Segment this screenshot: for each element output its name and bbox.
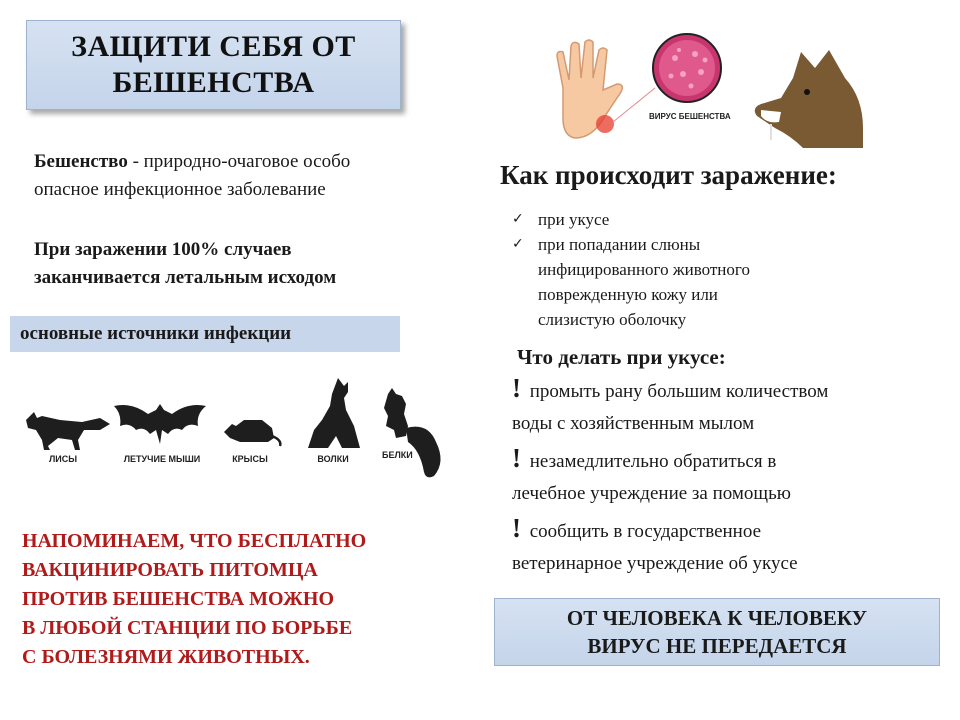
exclamation-icon: ! — [512, 373, 521, 403]
checkmark-icon: ✓ — [512, 211, 524, 227]
wolf-icon — [302, 376, 364, 452]
animal-label-rat: КРЫСЫ — [232, 454, 268, 464]
bite-actions-list — [512, 372, 932, 582]
warning-line-1: При заражении 100% случаев — [34, 239, 292, 260]
hand-icon — [557, 40, 622, 138]
list-item — [512, 207, 912, 232]
animal-label-wolf: ВОЛКИ — [317, 454, 349, 464]
definition-line-2: опасное инфекционное заболевание — [34, 179, 326, 200]
exclamation-icon: ! — [512, 443, 521, 473]
rat-icon — [220, 412, 286, 448]
list-item-text: инфицированного животного — [538, 260, 750, 279]
rabid-dog-icon — [755, 50, 863, 148]
no-human-transmission-box — [494, 598, 940, 666]
definition-text — [34, 148, 454, 204]
bite-actions-heading: Что делать при укусе: — [517, 345, 726, 369]
notice-line-1: ОТ ЧЕЛОВЕКА К ЧЕЛОВЕКУ — [566, 606, 868, 630]
list-item — [512, 442, 932, 510]
hand-virus-dog-graphic — [545, 28, 955, 148]
reminder-line: В ЛЮБОЙ СТАНЦИИ ПО БОРЬБЕ — [22, 617, 353, 639]
checkmark-icon: ✓ — [512, 236, 524, 252]
squirrel-icon — [380, 386, 452, 482]
animal-label-bat: ЛЕТУЧИЕ МЫШИ — [123, 454, 201, 464]
reminder-line: НАПОМИНАЕМ, ЧТО БЕСПЛАТНО — [22, 530, 367, 552]
list-item-text: слизистую оболочку — [538, 310, 687, 329]
step-text: ветеринарное учреждение об укусе — [512, 553, 798, 574]
fox-icon — [20, 400, 112, 452]
exclamation-icon: ! — [512, 513, 521, 543]
transmission-list — [512, 207, 912, 332]
mortality-warning — [34, 236, 454, 292]
title-banner — [26, 20, 401, 110]
reminder-line: С БОЛЕЗНЯМИ ЖИВОТНЫХ. — [22, 646, 310, 668]
warning-line-2: заканчивается летальным исходом — [34, 267, 337, 288]
reminder-line: ПРОТИВ БЕШЕНСТВА МОЖНО — [22, 588, 335, 610]
step-text: промыть рану большим количеством — [525, 381, 829, 402]
bat-icon — [112, 400, 208, 448]
step-text: воды с хозяйственным мылом — [512, 413, 755, 434]
step-text: сообщить в государственное — [525, 521, 761, 542]
sources-heading: основные источники инфекции — [20, 323, 292, 344]
animal-label-squirrel: БЕЛКИ — [382, 450, 413, 460]
sources-heading-band — [10, 316, 400, 352]
virus-icon — [613, 34, 721, 122]
virus-label: ВИРУС БЕШЕНСТВА — [649, 112, 731, 121]
animal-label-fox: ЛИСЫ — [48, 454, 78, 464]
definition-line-1: - природно-очаговое особо — [127, 151, 351, 172]
list-item — [512, 232, 912, 332]
transmission-heading: Как происходит заражение: — [500, 160, 837, 190]
list-item-text: при укусе — [538, 210, 610, 229]
step-text: лечебное учреждение за помощью — [512, 483, 791, 504]
definition-term: Бешенство — [34, 151, 128, 172]
infection-illustration — [545, 28, 955, 148]
title-line-1: ЗАЩИТИ СЕБЯ ОТ — [71, 30, 356, 63]
list-item — [512, 512, 932, 580]
step-text: незамедлительно обратиться в — [525, 451, 777, 472]
animal-sources-row — [20, 372, 460, 482]
title-line-2: БЕШЕНСТВА — [112, 66, 315, 99]
list-item — [512, 372, 932, 440]
list-item-text: при попадании слюны — [538, 235, 701, 254]
vaccination-reminder — [22, 527, 462, 672]
notice-line-2: ВИРУС НЕ ПЕРЕДАЕТСЯ — [587, 634, 847, 658]
reminder-line: ВАКЦИНИРОВАТЬ ПИТОМЦА — [22, 559, 318, 581]
list-item-text: поврежденную кожу или — [538, 285, 718, 304]
